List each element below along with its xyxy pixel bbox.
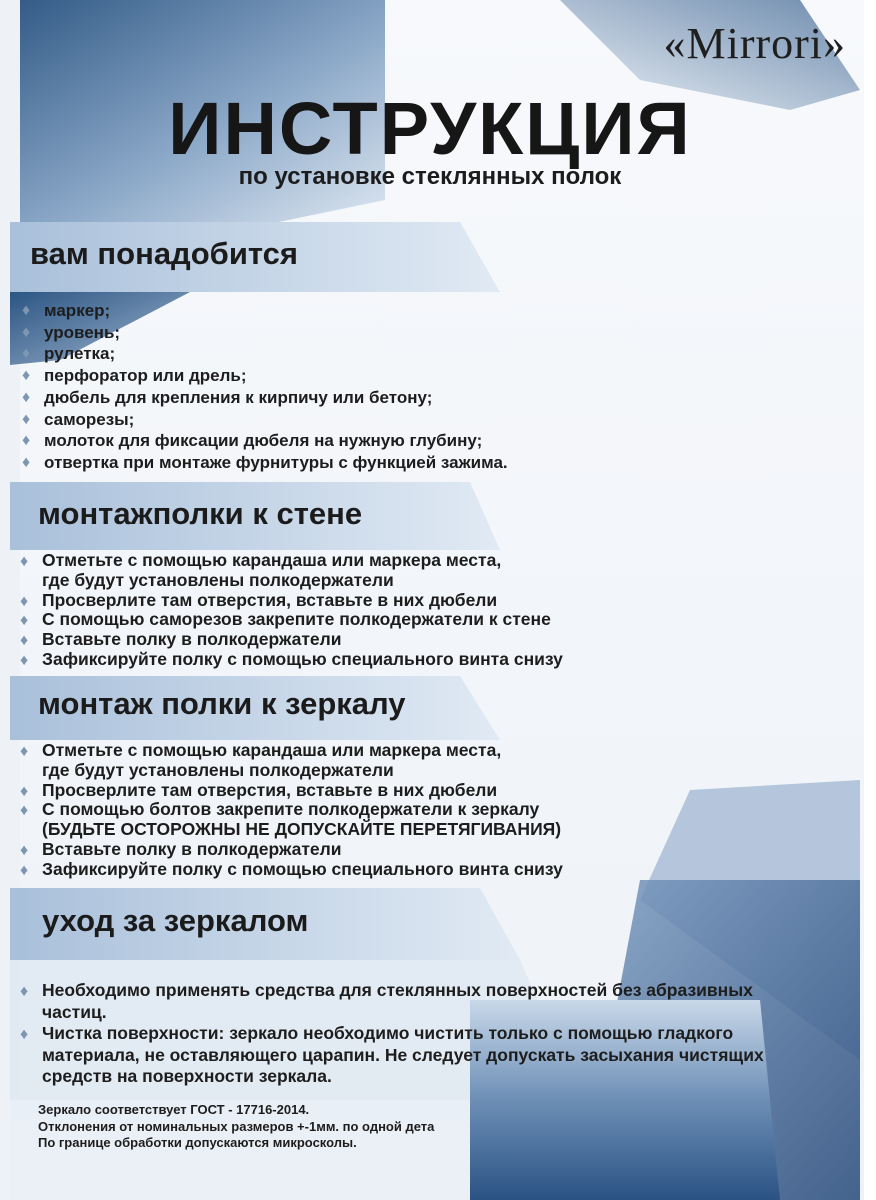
list-item: ♦ С помощью саморезов закрепите полкодержатели к стене [20, 609, 551, 630]
list-item: ♦ перфоратор или дрель; [22, 366, 247, 386]
list-item: ♦ саморезы; [22, 409, 135, 429]
list-item: ♦ Необходимо применять средства для стеклянных поверхностей без абразивных [20, 980, 764, 1002]
list-item: ♦ молоток для фиксации дюбеля на нужную глубину; [22, 431, 483, 451]
list-item: ♦ Вставьте полку в полкодержатели [20, 629, 342, 650]
list-item: ♦ Вставьте полку в полкодержатели [20, 838, 342, 859]
diamond-bullet-icon: ♦ [20, 553, 29, 570]
diamond-bullet-icon: ♦ [20, 743, 29, 760]
list-item-continuation: средств на поверхности зеркала. [42, 1066, 332, 1086]
diamond-bullet-icon: ♦ [20, 802, 29, 820]
footer-tolerance-note: Отклонения от номинальных размеров +-1мм. по одной дета [38, 1118, 435, 1134]
list-item: ♦ Отметьте с помощью карандаша или маркера места, [20, 740, 502, 760]
wall-mount-list [20, 551, 563, 670]
list-item: ♦ Просверлите там отверстия, вставьте в них дюбели [20, 779, 498, 800]
diamond-bullet-icon: ♦ [20, 782, 29, 800]
list-item: ♦ Просверлите там отверстия, вставьте в них дюбели [20, 589, 498, 610]
brand-logo: «Mirrori» [663, 19, 846, 68]
diamond-bullet-icon: ♦ [20, 612, 29, 630]
list-item: ♦ Зафиксируйте полку с помощью специального винта снизу [20, 648, 563, 669]
list-item-continuation: (БУДЬТЕ ОСТОРОЖНЫ НЕ ДОПУСКАЙТЕ ПЕРЕТЯГИВАНИЯ) [42, 819, 562, 840]
list-item: ♦ отвертка при монтаже фурнитуры с функцией зажима. [22, 452, 508, 472]
section-heading-wall: монтажполки к стене [38, 496, 363, 531]
list-item-continuation: где будут установлены полкодержатели [42, 759, 394, 780]
list-item-continuation: где будут установлены полкодержатели [42, 569, 394, 590]
list-item: ♦ уровень; [22, 322, 121, 342]
footer-gost-note: Зеркало соответствует ГОСТ - 17716-2014. [38, 1102, 310, 1117]
diamond-bullet-icon: ♦ [20, 1026, 29, 1043]
list-item: ♦ Чистка поверхности: зеркало необходимо чистить только с помощью гладкого [20, 1023, 764, 1045]
section-heading-mirror: монтаж полки к зеркалу [38, 686, 406, 721]
care-list [20, 980, 764, 1088]
diamond-bullet-icon: ♦ [20, 592, 29, 610]
list-item-continuation: материала, не оставляющего царапин. Не следует допускать засыхания чистящих [42, 1044, 764, 1065]
list-item-continuation: частиц. [42, 1001, 107, 1022]
diamond-bullet-icon: ♦ [22, 302, 31, 319]
diamond-bullet-icon: ♦ [20, 651, 29, 669]
diamond-bullet-icon: ♦ [20, 841, 29, 859]
diamond-bullet-icon: ♦ [20, 983, 29, 1000]
mirror-mount-list [20, 741, 563, 880]
page-edge [864, 0, 876, 1200]
list-item: ♦ С помощью болтов закрепите полкодержатели к зеркалу [20, 799, 540, 820]
diamond-bullet-icon: ♦ [22, 345, 31, 363]
footer-notes [38, 1102, 434, 1152]
footer-chips-note: По границе обработки допускаются микросколы. [38, 1135, 357, 1150]
list-item: ♦ Зафиксируйте полку с помощью специального винта снизу [20, 858, 563, 879]
page-title: ИНСТРУКЦИЯ [168, 87, 692, 170]
diamond-bullet-icon: ♦ [22, 367, 31, 385]
diamond-bullet-icon: ♦ [22, 388, 31, 406]
diamond-bullet-icon: ♦ [22, 323, 31, 341]
diamond-bullet-icon: ♦ [20, 632, 29, 650]
section-heading-tools: вам понадобится [30, 236, 298, 271]
diamond-bullet-icon: ♦ [22, 432, 31, 450]
list-item: ♦ рулетка; [22, 344, 116, 364]
list-item: ♦ Отметьте с помощью карандаша или маркера места, [20, 550, 502, 570]
diamond-bullet-icon: ♦ [22, 453, 31, 471]
page-subtitle: по установке стеклянных полок [238, 163, 622, 190]
section-heading-care: уход за зеркалом [42, 903, 309, 938]
tools-list [22, 300, 508, 474]
diamond-bullet-icon: ♦ [22, 410, 31, 428]
list-item: ♦ маркер; [22, 301, 111, 320]
diamond-bullet-icon: ♦ [20, 861, 29, 879]
list-item: ♦ дюбель для крепления к кирпичу или бетону; [22, 387, 433, 407]
